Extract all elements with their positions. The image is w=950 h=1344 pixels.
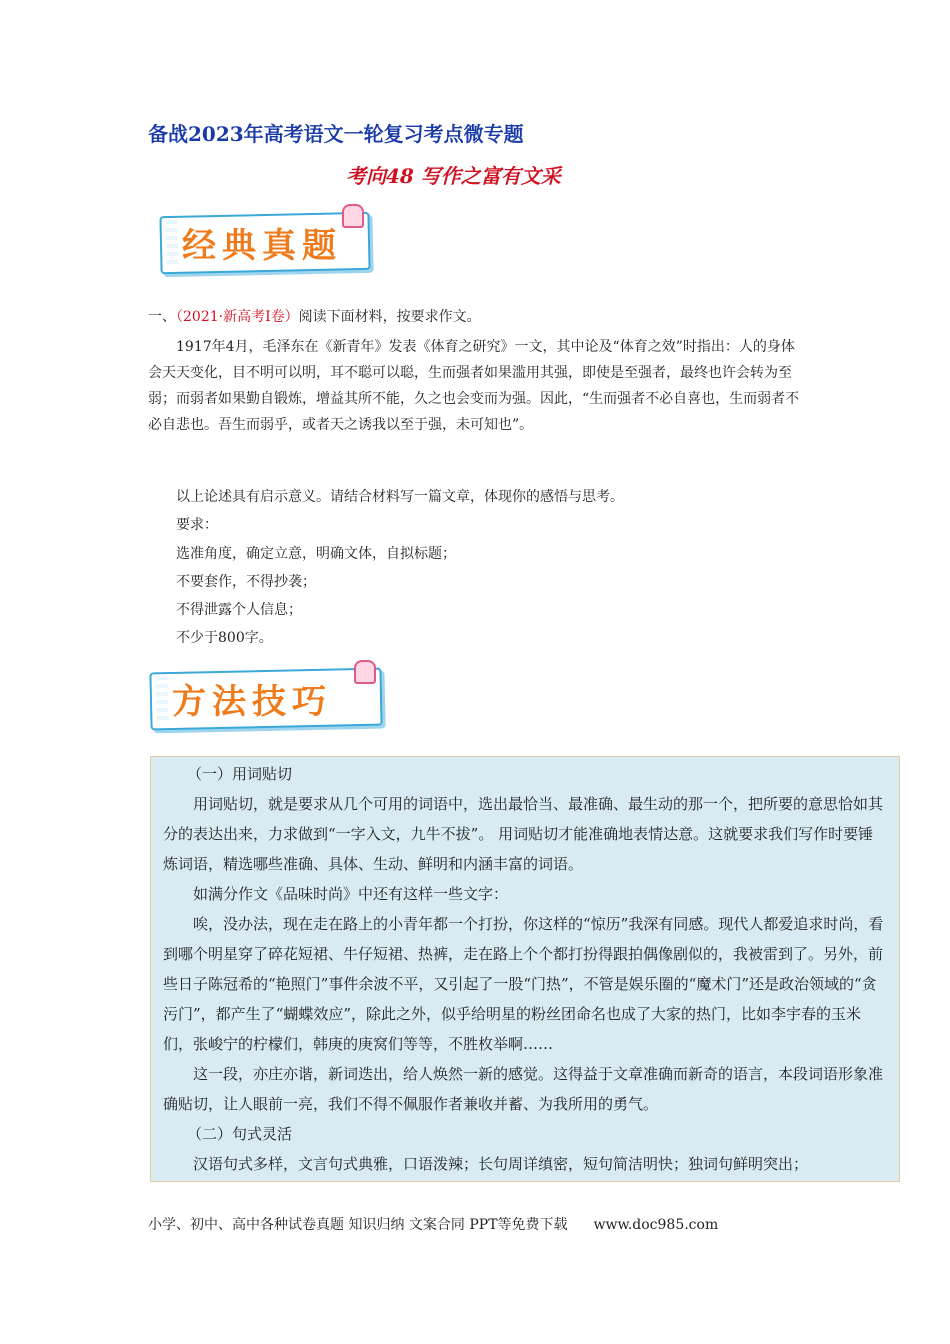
- banner-label: 方法技巧: [172, 682, 332, 722]
- task-text: 以上论述具有启示意义。请结合材料写一篇文章，体现你的感悟与思考。: [176, 489, 624, 505]
- doc-title: 备战2023年高考语文一轮复习考点微专题: [148, 122, 524, 146]
- section-heading-1: （一）用词贴切: [187, 765, 293, 783]
- requirement-3: 不得泄露个人信息；: [176, 602, 302, 618]
- requirements-label: 要求：: [176, 517, 218, 533]
- material-text: 1917年4月，毛泽东在《新青年》发表《体育之研究》一文，其中论及“体育之效”时指出：人的身体会天天变化，目不明可以明，耳不聪可以聪，生而强者如果滥用其强，即使是至强者，最终也许会转为至弱；而弱者如果勤自锻炼，增益其所不能，久之也会变而为强。因此，“生而强者不必自喜也，生而弱者不必自悲也。吾生而弱乎，或者天之诱我以至于强，未可知也”。: [148, 339, 800, 433]
- methods-paragraph-1: 用词贴切，就是要求从几个可用的词语中，选出最恰当、最准确、最生动的那一个，把所要的意思恰如其分的表达出来，力求做到“一字入文，九牛不拔”。 用词贴切才能准确地表情达意。这就要求我们写作时要锤炼词语，精选哪些准确、具体、生动、鲜明和内涵丰富的词语。: [163, 795, 884, 873]
- banner-label: 经典真题: [182, 226, 342, 266]
- footer-text: 小学、初中、高中各种试卷真题 知识归纳 文案合同 PPT等免费下载: [148, 1217, 568, 1233]
- question-number: 一、: [148, 309, 176, 325]
- footer: [148, 1214, 718, 1234]
- banner-methods: [150, 660, 368, 728]
- requirement-4: 不少于800字。: [176, 630, 273, 646]
- banner-classic: [160, 204, 378, 272]
- methods-paragraph-3: 唉，没办法，现在走在路上的小青年都一个打扮，你这样的“惊历”我深有同感。现代人都爱追求时尚，看到哪个明星穿了碎花短裙、牛仔短裙、热裤，走在路上个个都打扮得跟拍偶像剧似的，我被雷到了。另外，前些日子陈冠希的“艳照门”事件余波不平，又引起了一股“门热”，不管是娱乐圈的“魔术门”还是政治领域的“贪污门”，都产生了“蝴蝶效应”，除此之外，似乎给明星的粉丝团命名也成了大家的热门，比如李宇春的玉米们，张峻宁的柠檬们，韩庚的庚窝们等等，不胜枚举啊……: [163, 915, 884, 1053]
- methods-paragraph-4: 这一段，亦庄亦谐，新词迭出，给人焕然一新的感觉。这得益于文章准确而新奇的语言，本段词语形象准确贴切，让人眼前一亮，我们不得不佩服作者兼收并蓄、为我所用的勇气。: [163, 1065, 884, 1113]
- requirement-2: 不要套作，不得抄袭；: [176, 574, 316, 590]
- paperclip-icon: [354, 660, 376, 684]
- doc-subtitle: 考向48 写作之富有文采: [346, 164, 561, 188]
- requirement-1: 选准角度，确定立意，明确文体，自拟标题；: [176, 546, 456, 562]
- question-heading: [148, 306, 481, 326]
- section-heading-2: （二）句式灵活: [187, 1125, 293, 1143]
- footer-url[interactable]: www.doc985.com: [593, 1217, 719, 1233]
- methods-paragraph-5: 汉语句式多样，文言句式典雅，口语泼辣；长句周详缜密，短句简洁明快；独词句鲜明突出；: [193, 1155, 809, 1173]
- question-instruction: 阅读下面材料，按要求作文。: [298, 309, 481, 325]
- paperclip-icon: [342, 204, 364, 228]
- methods-paragraph-2: 如满分作文《品味时尚》中还有这样一些文字：: [193, 885, 509, 903]
- question-source: （2021·新高考I卷）: [176, 309, 299, 325]
- methods-box: [150, 756, 900, 1182]
